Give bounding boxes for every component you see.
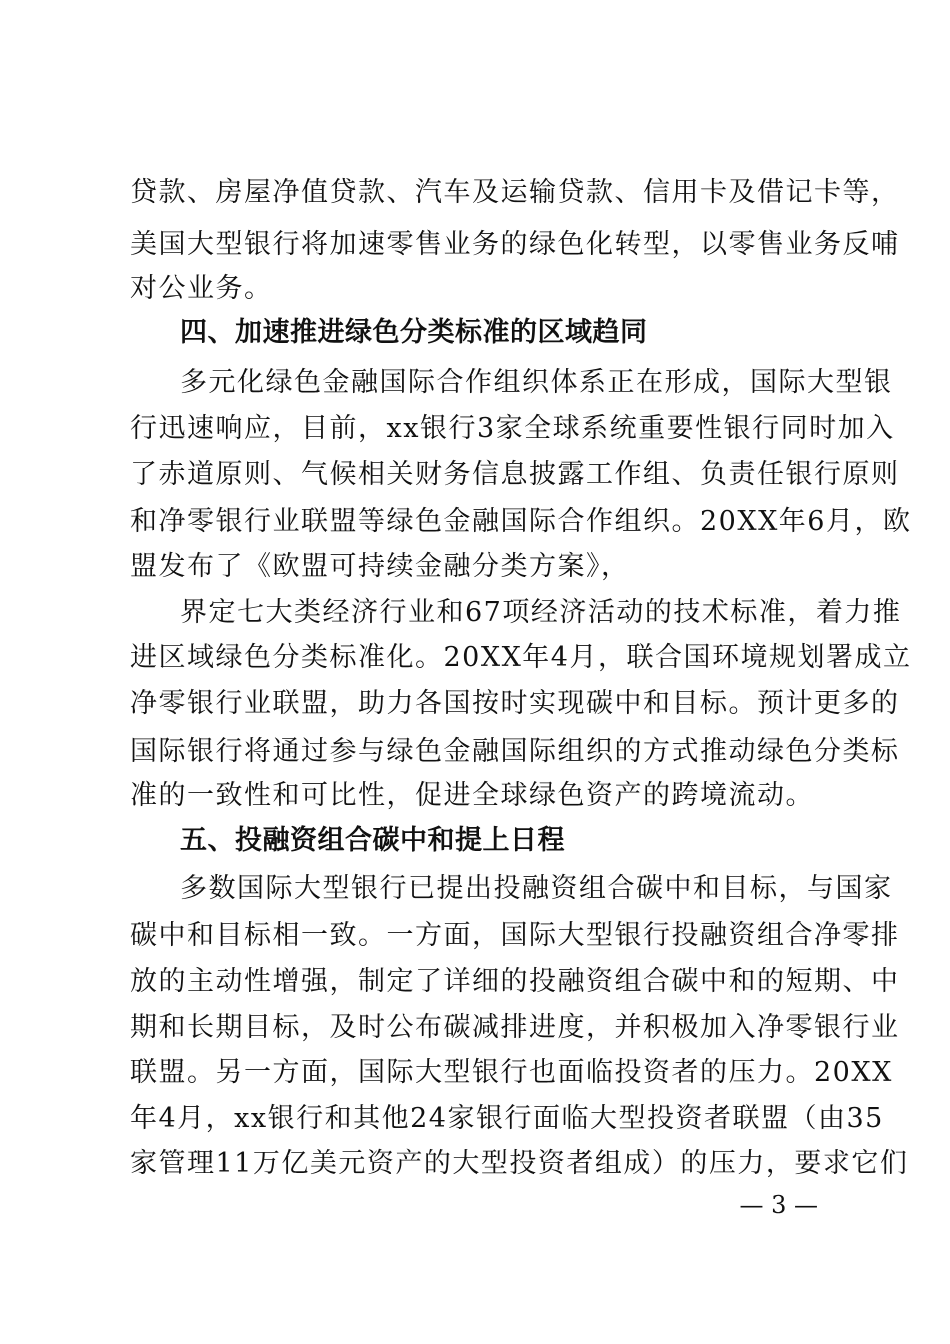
- body-text-line: 进区域绿色分类标准化。20XX年4月，联合国环境规划署成立: [130, 642, 912, 673]
- page-number: — 3 —: [739, 1191, 818, 1219]
- body-text-line: 期和长期目标，及时公布碳减排进度，并积极加入净零银行业: [130, 1012, 900, 1043]
- section-heading-4: 四、加速推进绿色分类标准的区域趋同: [180, 317, 648, 348]
- body-text-line: 家管理11万亿美元资产的大型投资者组成）的压力，要求它们: [130, 1148, 909, 1179]
- body-text-line: 联盟。另一方面，国际大型银行也面临投资者的压力。20XX: [130, 1057, 893, 1088]
- body-text-line: 年4月，xx银行和其他24家银行面临大型投资者联盟（由35: [130, 1103, 884, 1134]
- body-text-line: 碳中和目标相一致。一方面，国际大型银行投融资组合净零排: [130, 920, 900, 951]
- body-text-line: 和净零银行业联盟等绿色金融国际合作组织。20XX年6月，欧: [130, 506, 912, 537]
- body-text-line: 国际银行将通过参与绿色金融国际组织的方式推动绿色分类标: [130, 736, 900, 767]
- section-heading-5: 五、投融资组合碳中和提上日程: [180, 825, 565, 856]
- body-text-line: 对公业务。: [130, 273, 273, 304]
- body-text-line: 界定七大类经济行业和67项经济活动的技术标准，着力推: [180, 597, 902, 628]
- body-text-line: 行迅速响应，目前，xx银行3家全球系统重要性银行同时加入: [130, 413, 895, 444]
- body-text-line: 多数国际大型银行已提出投融资组合碳中和目标，与国家: [180, 873, 893, 904]
- body-text-line: 美国大型银行将加速零售业务的绿色化转型，以零售业务反哺: [130, 229, 900, 260]
- body-text-line: 盟发布了《欧盟可持续金融分类方案》，: [130, 551, 630, 582]
- body-text-line: 贷款、房屋净值贷款、汽车及运输贷款、信用卡及借记卡等，: [130, 177, 900, 208]
- body-text-line: 准的一致性和可比性，促进全球绿色资产的跨境流动。: [130, 780, 814, 811]
- body-text-line: 放的主动性增强，制定了详细的投融资组合碳中和的短期、中: [130, 966, 900, 997]
- body-text-line: 净零银行业联盟，助力各国按时实现碳中和目标。预计更多的: [130, 688, 900, 719]
- body-text-line: 多元化绿色金融国际合作组织体系正在形成，国际大型银: [180, 367, 893, 398]
- body-text-line: 了赤道原则、气候相关财务信息披露工作组、负责任银行原则: [130, 459, 900, 490]
